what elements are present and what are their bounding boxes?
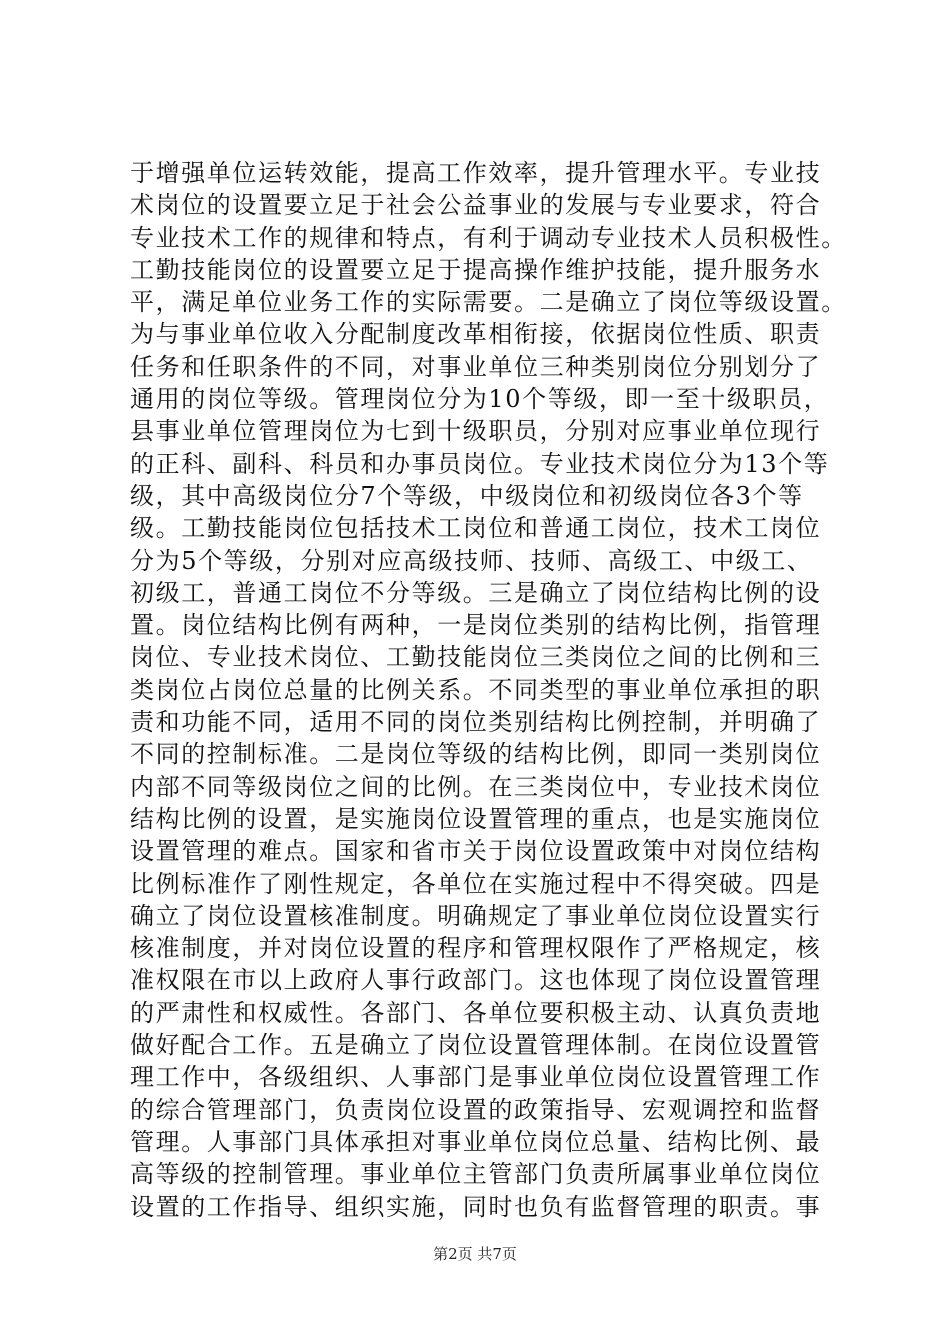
text-line: 类岗位占岗位总量的比例关系。不同类型的事业单位承担的职 — [130, 675, 822, 704]
text-line: 核准制度，并对岗位设置的程序和管理权限作了严格规定，核 — [130, 934, 822, 963]
text-line: 县事业单位管理岗位为七到十级职员，分别对应事业单位现行 — [130, 417, 822, 446]
text-line: 内部不同等级岗位之间的比例。在三类岗位中，专业技术岗位 — [130, 772, 822, 801]
text-line: 管理。人事部门具体承担对事业单位岗位总量、结构比例、最 — [130, 1127, 822, 1156]
text-line: 不同的控制标准。二是岗位等级的结构比例，即同一类别岗位 — [130, 740, 822, 769]
text-line: 比例标准作了刚性规定，各单位在实施过程中不得突破。四是 — [130, 869, 822, 898]
text-line: 为与事业单位收入分配制度改革相衔接，依据岗位性质、职责 — [130, 320, 822, 349]
text-line: 的综合管理部门，负责岗位设置的政策指导、宏观调控和监督 — [130, 1095, 822, 1124]
text-line: 高等级的控制管理。事业单位主管部门负责所属事业单位岗位 — [130, 1160, 822, 1189]
text-line: 置。岗位结构比例有两种，一是岗位类别的结构比例，指管理 — [130, 611, 822, 640]
body-text — [130, 157, 847, 1223]
text-line: 的正科、副科、科员和办事员岗位。专业技术岗位分为13个等 — [130, 449, 830, 478]
text-line: 平，满足单位业务工作的实际需要。二是确立了岗位等级设置。 — [130, 288, 847, 317]
text-line: 初级工，普通工岗位不分等级。三是确立了岗位结构比例的设 — [130, 578, 822, 607]
text-line: 准权限在市以上政府人事行政部门。这也体现了岗位设置管理 — [130, 966, 822, 995]
text-line: 于增强单位运转效能，提高工作效率，提升管理水平。专业技 — [130, 159, 822, 187]
text-line: 确立了岗位设置核准制度。明确规定了事业单位岗位设置实行 — [130, 901, 822, 930]
text-line: 专业技术工作的规律和特点，有利于调动专业技术人员积极性。 — [130, 223, 847, 252]
text-line: 级。工勤技能岗位包括技术工岗位和普通工岗位，技术工岗位 — [130, 514, 822, 543]
text-line: 任务和任职条件的不同，对事业单位三种类别岗位分别划分了 — [130, 352, 822, 381]
text-line: 术岗位的设置要立足于社会公益事业的发展与专业要求，符合 — [130, 191, 822, 220]
text-line: 结构比例的设置，是实施岗位设置管理的重点，也是实施岗位 — [130, 804, 822, 833]
text-line: 设置的工作指导、组织实施，同时也负有监督管理的职责。事 — [130, 1192, 822, 1221]
text-line: 理工作中，各级组织、人事部门是事业单位岗位设置管理工作 — [130, 1063, 822, 1092]
text-line: 责和功能不同，适用不同的岗位类别结构比例控制，并明确了 — [130, 708, 822, 737]
text-line: 通用的岗位等级。管理岗位分为10个等级，即一至十级职员， — [130, 385, 830, 414]
text-line: 的严肃性和权威性。各部门、各单位要积极主动、认真负责地 — [130, 998, 822, 1027]
text-line: 做好配合工作。五是确立了岗位设置管理体制。在岗位设置管 — [130, 1031, 822, 1060]
text-line: 岗位、专业技术岗位、工勤技能岗位三类岗位之间的比例和三 — [130, 643, 822, 672]
text-line: 设置管理的难点。国家和省市关于岗位设置政策中对岗位结构 — [130, 837, 822, 866]
page-footer — [0, 1244, 950, 1264]
text-line: 工勤技能岗位的设置要立足于提高操作维护技能，提升服务水 — [130, 255, 822, 284]
text-line: 分为5个等级，分别对应高级技师、技师、高级工、中级工、 — [130, 546, 813, 575]
page-number-label: 第2页 共7页 — [433, 1245, 517, 1263]
text-line: 级，其中高级岗位分7个等级，中级岗位和初级岗位各3个等 — [130, 481, 804, 510]
